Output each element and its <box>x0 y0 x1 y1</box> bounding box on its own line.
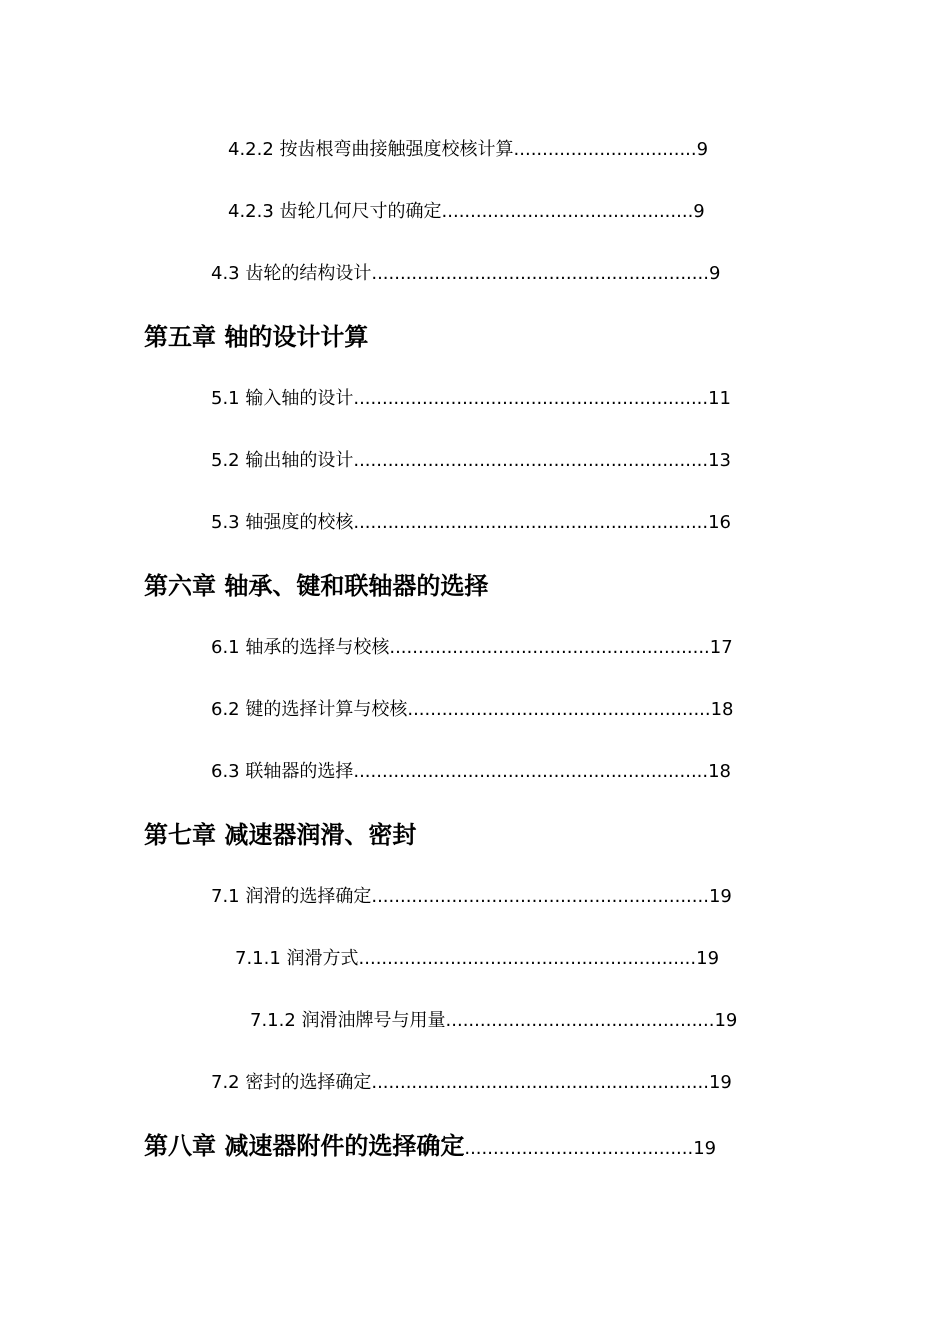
toc-leader: ............................................ <box>441 201 694 222</box>
toc-entry[interactable] <box>211 514 731 532</box>
toc-page-number: 19 <box>708 886 732 907</box>
toc-chapter-entry[interactable] <box>144 1134 716 1158</box>
chapter-title: 第五章 轴的设计计算 <box>144 323 369 351</box>
toc-entry-title: 4.3 齿轮的结构设计 <box>211 263 372 284</box>
toc-page-number: 9 <box>708 263 721 284</box>
toc-entry-title: 5.2 输出轴的设计 <box>211 450 354 471</box>
toc-leader: ........................................................... <box>371 1072 709 1093</box>
toc-entry[interactable] <box>211 452 731 470</box>
toc-leader: ........................................................... <box>371 886 709 907</box>
toc-entry-title: 6.2 键的选择计算与校核 <box>211 699 408 720</box>
toc-page-number: 16 <box>708 512 732 533</box>
toc-leader: ........................................................ <box>389 637 710 658</box>
toc-chapter-heading[interactable] <box>144 574 488 598</box>
toc-page-number: 18 <box>710 699 734 720</box>
toc-entry-title: 6.1 轴承的选择与校核 <box>211 637 390 658</box>
toc-leader: ........................................................... <box>371 263 709 284</box>
toc-entry-title: 5.1 输入轴的设计 <box>211 388 354 409</box>
chapter-title: 第六章 轴承、键和联轴器的选择 <box>144 572 489 600</box>
toc-entry[interactable] <box>250 1012 737 1030</box>
toc-entry-title: 5.3 轴强度的校核 <box>211 512 354 533</box>
toc-entry-title: 6.3 联轴器的选择 <box>211 761 354 782</box>
toc-page-number: 11 <box>708 388 732 409</box>
toc-entry[interactable] <box>228 203 705 221</box>
toc-page-number: 17 <box>709 637 733 658</box>
toc-chapter-heading[interactable] <box>144 823 416 847</box>
toc-page-number: 19 <box>696 948 720 969</box>
chapter-title: 第八章 减速器附件的选择确定 <box>144 1132 465 1160</box>
toc-entry-title: 7.1.2 润滑油牌号与用量 <box>250 1010 446 1031</box>
toc-leader: .............................................................. <box>353 450 709 471</box>
toc-leader: ........................................................... <box>358 948 697 969</box>
toc-entry[interactable] <box>211 763 731 781</box>
toc-entry-title: 4.2.3 齿轮几何尺寸的确定 <box>228 201 442 222</box>
toc-page-number: 9 <box>693 201 705 222</box>
toc-entry[interactable] <box>211 701 734 719</box>
toc-entry-title: 4.2.2 按齿根弯曲接触强度校核计算 <box>228 139 514 160</box>
toc-page-number: 19 <box>693 1138 717 1159</box>
toc-leader: .............................................................. <box>353 388 709 409</box>
toc-page-number: 9 <box>696 139 709 160</box>
toc-page-number: 19 <box>714 1010 738 1031</box>
toc-page-number: 13 <box>708 450 732 471</box>
toc-leader: ............................................... <box>445 1010 715 1031</box>
toc-leader: ........................................ <box>464 1138 694 1159</box>
toc-entry[interactable] <box>211 1074 732 1092</box>
toc-entry[interactable] <box>228 141 708 159</box>
toc-entry[interactable] <box>235 950 719 968</box>
toc-entry[interactable] <box>211 888 732 906</box>
toc-entry[interactable] <box>211 265 720 283</box>
toc-entry-title: 7.1 润滑的选择确定 <box>211 886 372 907</box>
toc-leader: ................................ <box>513 139 697 160</box>
toc-leader: .............................................................. <box>353 761 709 782</box>
chapter-title: 第七章 减速器润滑、密封 <box>144 821 417 849</box>
toc-leader: ..................................................... <box>407 699 711 720</box>
toc-entry[interactable] <box>211 639 733 657</box>
toc-page-number: 18 <box>708 761 732 782</box>
toc-entry-title: 7.2 密封的选择确定 <box>211 1072 372 1093</box>
toc-page-number: 19 <box>708 1072 732 1093</box>
toc-entry-title: 7.1.1 润滑方式 <box>235 948 359 969</box>
toc-entry[interactable] <box>211 390 731 408</box>
toc-chapter-heading[interactable] <box>144 325 368 349</box>
toc-leader: .............................................................. <box>353 512 709 533</box>
